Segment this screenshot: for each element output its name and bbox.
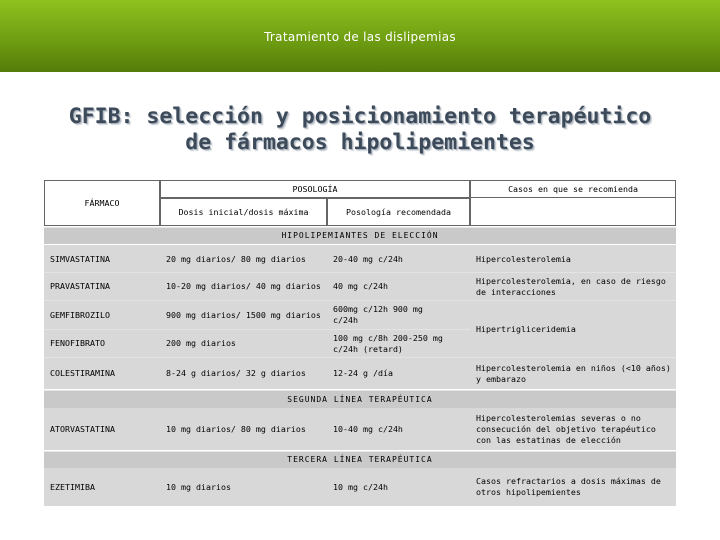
header-posologia-recomendada: Posología recomendada [327,198,470,226]
row-cases: Hipercolesterolemia [476,253,571,264]
row-cases: Hipercolesterolemia en niños (<10 años) y embarazo [476,362,671,384]
section-segunda-linea: SEGUNDA LÍNEA TERAPÉUTICA [44,390,676,408]
row-cases: Hipertrigliceridemia [476,323,576,334]
header-banner [0,0,720,72]
row-dose: 20 mg diarios/ 80 mg diarios [166,253,306,264]
row-posology: 12-24 g /día [333,368,393,378]
section-eleccion: HIPOLIPEMIANTES DE ELECCIÓN [44,227,676,244]
row-posology: 10-40 mg c/24h [333,423,403,434]
row-posology: 20-40 mg c/24h [333,253,403,264]
row-drug: EZETIMIBA [50,481,95,492]
header-farmaco: FÁRMACO [44,180,160,226]
row-dose: 10 mg diarios [166,481,231,492]
row-drug: GEMFIBROZILO [50,309,110,320]
row-posology: 40 mg c/24h [333,281,388,291]
row-posology: 100 mg c/8h 200-250 mg c/24h (retard) [333,332,443,354]
row-cases: Hipercolesterolemia, en caso de riesgo de interacciones [476,275,666,297]
slide-title-line2: de fármacos hipolipemientes [185,130,535,155]
row-cases: Hipercolesterolemias severas o no consecución del objetivo terapéutico con las estatinas de elección [476,412,656,445]
row-posology: 600mg c/12h 900 mg c/24h [333,304,423,325]
section-tercera-linea: TERCERA LÍNEA TERAPÉUTICA [44,451,676,468]
row-drug: SIMVASTATINA [50,253,110,264]
row-drug: FENOFIBRATO [50,338,105,348]
header-title: Tratamiento de las dislipemias [264,30,456,44]
row-cases: Casos refractarios a dosis máximas de otros hipolipemientes [476,476,661,497]
row-posology: 10 mg c/24h [333,481,388,492]
header-dosis: Dosis inicial/dosis máxima [160,198,327,226]
row-drug: PRAVASTATINA [50,281,110,291]
header-posologia: POSOLOGÍA [160,180,470,198]
row-dose: 200 mg diarios [166,338,236,348]
header-casos: Casos en que se recomienda [470,180,676,198]
row-drug: COLESTIRAMINA [50,368,115,378]
slide-title-line1: GFIB: selección y posicionamiento terapéutico [68,104,652,129]
row-dose: 10-20 mg diarios/ 40 mg diarios [166,281,321,291]
row-drug: ATORVASTATINA [50,423,115,434]
slide-title [0,104,720,156]
row-dose: 900 mg diarios/ 1500 mg diarios [166,309,321,320]
row-dose: 10 mg diarios/ 80 mg diarios [166,423,306,434]
drug-table [44,180,676,506]
header-casos-blank [470,198,676,226]
row-dose: 8-24 g diarios/ 32 g diarios [166,368,306,378]
